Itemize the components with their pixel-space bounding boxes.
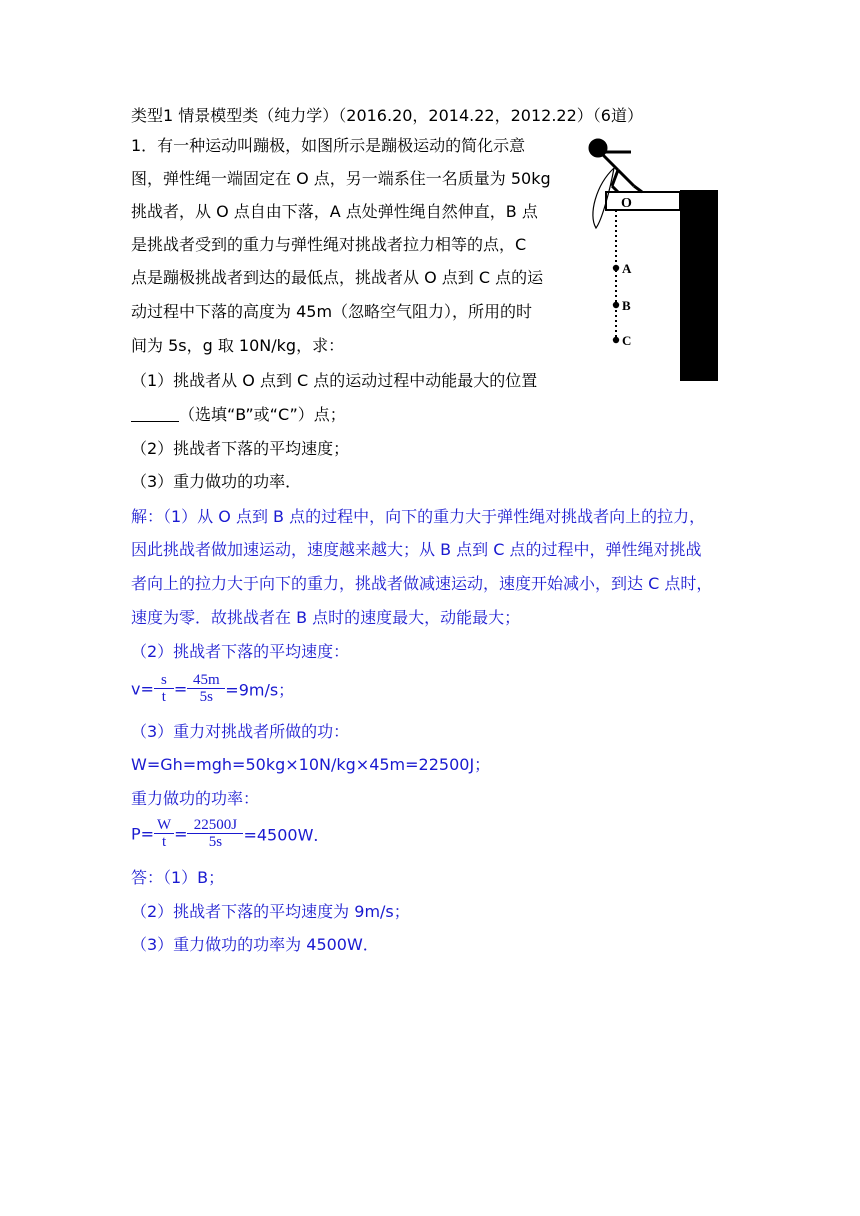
question-line-2: 图，弹性绳一端固定在 O 点，另一端系住一名质量为 50kg <box>131 169 551 188</box>
power-result: =4500W． <box>243 825 330 845</box>
work-equation: W=Gh=mgh=50kg×10N/kg×45m=22500J； <box>131 755 491 774</box>
point-a <box>613 265 619 271</box>
question-line-7: 间为 5s，g 取 10N/kg，求： <box>131 336 345 355</box>
fraction-denominator: 5s <box>208 834 223 850</box>
answer-3: （3）重力做功的功率为 4500W． <box>131 935 379 954</box>
fraction-denominator: t <box>161 689 166 705</box>
solution-line-4: 速度为零．故挑战者在 B 点时的速度最大，动能最大； <box>131 608 521 627</box>
solution-part2-heading: （2）挑战者下落的平均速度： <box>131 642 350 661</box>
power-fraction-symbolic <box>154 817 174 851</box>
answer-blank <box>131 405 179 422</box>
point-b <box>613 302 619 308</box>
power-equation <box>131 817 329 851</box>
question-part2: （2）挑战者下落的平均速度； <box>131 439 350 458</box>
power-fraction-numeric <box>187 817 243 851</box>
fraction-denominator: 5s <box>199 689 213 705</box>
question-part1-choice <box>131 405 346 425</box>
fraction-numerator: 22500J <box>187 817 243 834</box>
velocity-prefix: v= <box>131 679 154 699</box>
jump-platform <box>606 192 680 210</box>
answer-1: 答：（1）B； <box>131 868 225 887</box>
equals-sign: = <box>173 679 188 699</box>
solution-part3-heading: （3）重力对挑战者所做的功： <box>131 722 350 741</box>
jumper-figure <box>590 140 642 192</box>
question-line-5: 点是蹦极挑战者到达的最低点，挑战者从 O 点到 C 点的运 <box>131 268 544 287</box>
point-c <box>613 337 619 343</box>
fraction-numerator: W <box>154 817 174 834</box>
velocity-equation <box>131 672 294 706</box>
label-b: B <box>622 298 631 313</box>
fraction-denominator: t <box>161 834 167 850</box>
fraction-numerator: 45m <box>187 672 225 689</box>
solution-line-3: 者向上的拉力大于向下的重力，挑战者做减速运动，速度开始减小，到达 C 点时， <box>131 574 713 593</box>
velocity-fraction-symbolic <box>154 672 174 706</box>
label-c: C <box>622 333 632 348</box>
equals-sign: = <box>174 824 188 844</box>
answer-2: （2）挑战者下落的平均速度为 9m/s； <box>131 902 410 921</box>
velocity-result: =9m/s； <box>225 680 295 700</box>
section-heading: 类型1 情景模型类（纯力学）（2016.20，2014.22，2012.22）（6道） <box>131 106 643 125</box>
question-line-4: 是挑战者受到的重力与弹性绳对挑战者拉力相等的点，C <box>131 235 527 254</box>
power-prefix: P= <box>131 824 155 844</box>
question-part1: （1）挑战者从 O 点到 C 点的运动过程中动能最大的位置 <box>131 371 538 390</box>
question-line-6: 动过程中下落的高度为 45m（忽略空气阻力），所用的时 <box>131 302 533 321</box>
fraction-numerator: s <box>154 672 174 689</box>
label-a: A <box>622 261 632 276</box>
velocity-fraction-numeric <box>187 672 225 706</box>
solution-line-1: 解：（1）从 O 点到 B 点的过程中，向下的重力大于弹性绳对挑战者向上的拉力， <box>131 507 706 526</box>
power-heading: 重力做功的功率： <box>131 789 260 808</box>
question-line-1: 1．有一种运动叫蹦极，如图所示是蹦极运动的简化示意 <box>131 136 526 155</box>
tower-pillar <box>680 190 718 381</box>
solution-line-2: 因此挑战者做加速运动，速度越来越大；从 B 点到 C 点的过程中，弹性绳对挑战 <box>131 540 702 559</box>
question-part1-hint: （选填“B”或“C”）点； <box>179 405 346 424</box>
question-line-3: 挑战者，从 O 点自由下落，A 点处弹性绳自然伸直，B 点 <box>131 202 538 221</box>
bungee-diagram <box>576 130 726 385</box>
label-o: O <box>621 196 632 211</box>
question-part3: （3）重力做功的功率． <box>131 472 302 491</box>
